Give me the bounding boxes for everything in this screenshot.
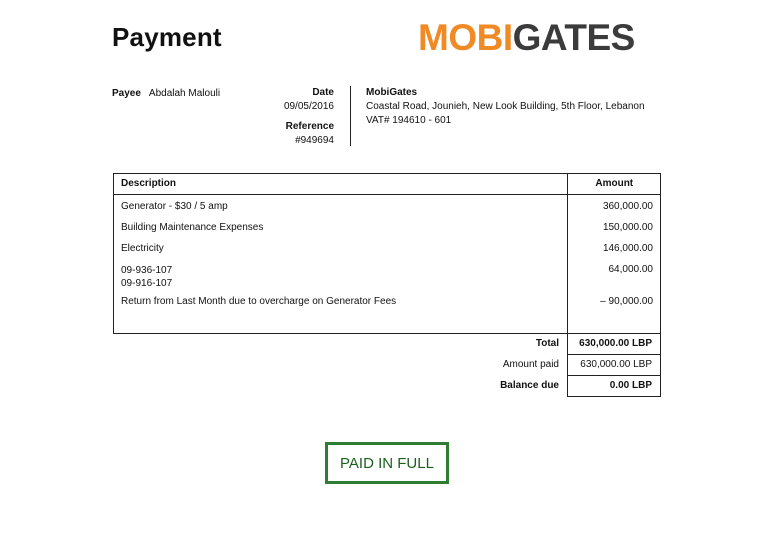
company-vat: VAT# 194610 - 601 [366,115,452,126]
logo-part-1: MOBI [418,17,513,58]
balance-due-value: 0.00 LBP [567,376,661,397]
amount-paid-value: 630,000.00 LBP [567,355,661,376]
payee-label: Payee [112,88,141,99]
reference-label: Reference [285,121,334,132]
balance-due-label: Balance due [500,380,559,391]
logo-part-2: GATES [512,17,635,58]
row-amount: 146,000.00 [567,237,661,258]
row-description: Return from Last Month due to overcharge on Generator Fees [121,295,397,307]
row-amount: 64,000.00 [567,258,661,292]
page-title: Payment [112,22,222,52]
row-amount: 150,000.00 [567,216,661,237]
table-row [113,195,661,216]
payee-name: Abdalah Malouli [148,88,221,99]
company-name: MobiGates [366,87,418,98]
row-amount: – 90,000.00 [567,292,661,334]
row-description: Generator - $30 / 5 amp [121,201,228,212]
reference-value: #949694 [295,135,334,146]
table-header-row [113,173,661,195]
row-description [113,258,567,292]
table-row [113,258,661,292]
row-description-line-1: 09-936-107 [121,264,173,276]
table-row [113,216,661,237]
table-row [113,292,661,334]
row-amount: 360,000.00 [567,195,661,216]
row-description-line-2: 09-916-107 [121,277,173,289]
paid-in-full-stamp: PAID IN FULL [325,442,449,484]
date-reference-block [284,86,334,148]
total-label: Total [535,338,559,349]
amount-paid-label: Amount paid [502,359,559,370]
row-description: Building Maintenance Expenses [121,221,264,233]
company-address: Coastal Road, Jounieh, New Look Building, 5th Floor, Lebanon [366,101,645,112]
date-label: Date [312,87,334,98]
table-row [113,237,661,258]
row-description: Electricity [121,242,164,254]
company-logo [418,18,635,58]
items-table [113,173,661,334]
total-value: 630,000.00 LBP [567,334,661,355]
amount-header: Amount [567,173,661,195]
divider [350,86,351,146]
date-value: 09/05/2016 [283,101,334,112]
description-header: Description [113,173,567,195]
payee-block [112,88,220,99]
company-block [366,86,645,128]
totals-column [567,334,661,397]
